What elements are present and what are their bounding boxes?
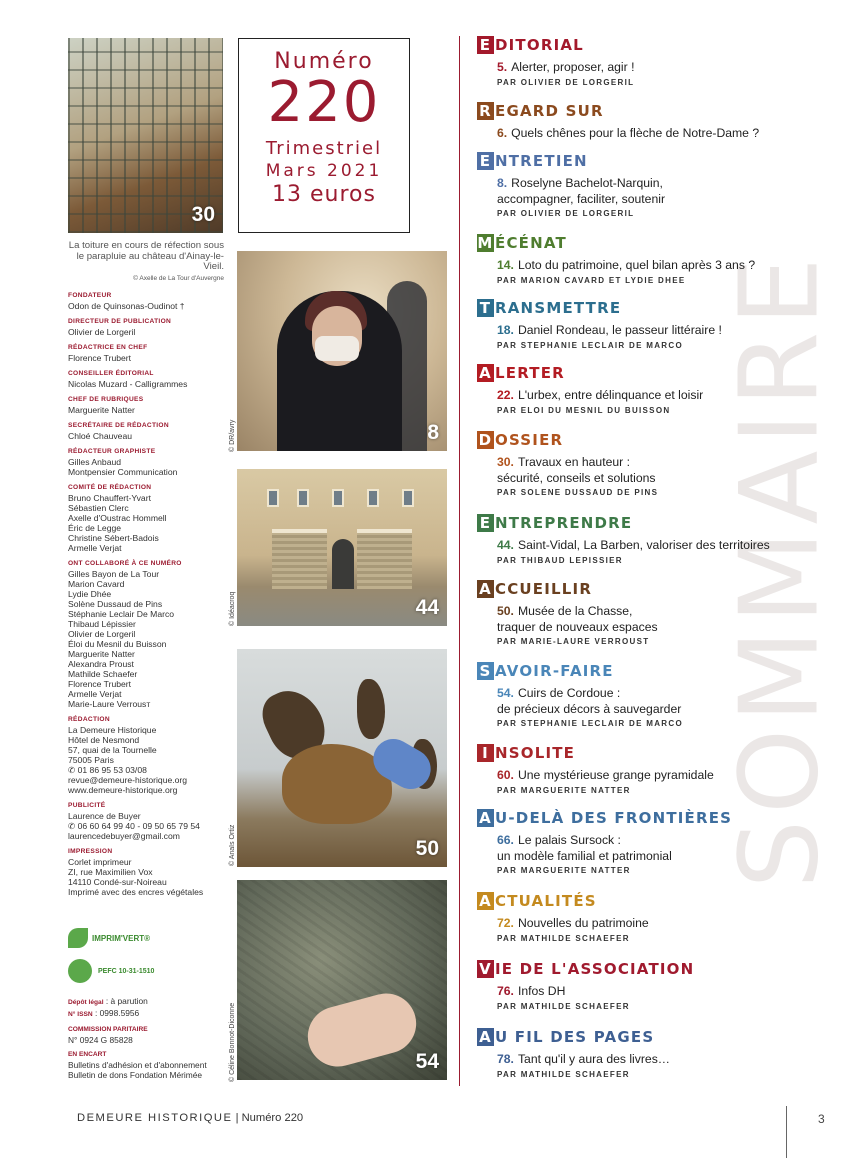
masthead-name: Bruno Chauffert-Yvart	[68, 493, 151, 503]
photo-page-number: 50	[415, 837, 439, 860]
masthead-name: Hôtel de Nesmond	[68, 735, 140, 745]
entry-title: Musée de la Chasse,	[517, 604, 633, 618]
section-heading	[477, 960, 694, 978]
issue-box	[238, 38, 410, 233]
toc-section	[477, 102, 759, 142]
section-title: U FIL DES PAGES	[495, 1028, 655, 1046]
entry-author: PAR MATHILDE SCHAEFER	[497, 933, 630, 943]
entry-author: PAR SOLENE DUSSAUD DE PINS	[497, 488, 659, 497]
toc-section	[477, 809, 732, 875]
entry-title: Saint-Vidal, La Barben, valoriser des territoires	[517, 538, 770, 552]
toc-entry[interactable]	[477, 916, 649, 932]
section-initial: E	[477, 514, 494, 532]
entry-title: Quels chênes pour la flèche de Notre-Dame ?	[511, 126, 760, 140]
toc-section	[477, 580, 658, 646]
section-title: IE DE L'ASSOCIATION	[495, 960, 695, 978]
entry-page-number: 8.	[497, 176, 508, 190]
toc-section	[477, 744, 714, 795]
entry-title-line2: sécurité, conseils et solutions	[497, 470, 656, 485]
entry-page-number: 6.	[497, 126, 508, 140]
pefc-logo: PEFC 10-31-1510	[68, 957, 228, 985]
toc-section	[477, 892, 649, 943]
masthead-name: Imprimé avec des encres végétales	[68, 887, 204, 897]
toc-section	[477, 662, 683, 728]
section-title: NTRETIEN	[495, 152, 588, 170]
masthead-name: Florence Trubert	[68, 679, 132, 689]
masthead-name: Montpensier Communication	[68, 467, 178, 477]
depot-value: : à parution	[103, 996, 148, 1006]
footer-divider	[786, 1106, 787, 1158]
masthead-name: ✆ 06 60 64 99 40 - 09 50 65 79 54	[68, 821, 200, 831]
masthead-name: Odon de Quinsonas-Oudinot †	[68, 301, 185, 311]
section-heading	[477, 1028, 670, 1046]
encart-line: Bulletins d'adhésion et d'abonnement	[68, 1060, 207, 1070]
section-heading	[477, 744, 714, 762]
masthead-role: CONSEILLER ÉDITORIAL	[68, 370, 154, 377]
masthead-name: Florence Trubert	[68, 353, 132, 363]
toc-entry[interactable]	[477, 984, 694, 1000]
section-title: ÉCÉNAT	[495, 234, 567, 252]
issue-label: Numéro	[274, 49, 374, 74]
section-title: LERTER	[495, 364, 565, 382]
masthead-name: Stéphanie Leclair De Marco	[68, 609, 175, 619]
entry-page-number: 5.	[497, 60, 508, 74]
sommaire-title: SOMMAIRE	[717, 251, 843, 889]
section-heading	[477, 36, 634, 54]
toc-entry[interactable]	[477, 538, 770, 554]
section-initial: R	[477, 102, 494, 120]
issue-number: 220	[267, 70, 381, 135]
entry-author: PAR MATHILDE SCHAEFER	[497, 1069, 630, 1079]
entry-title: Travaux en hauteur :	[517, 455, 630, 469]
entry-author: PAR OLIVIER DE LORGERIL	[497, 77, 635, 87]
section-title: EGARD SUR	[495, 102, 604, 120]
entry-title: Le palais Sursock :	[517, 833, 621, 847]
masthead-name: laurencedebuyer@gmail.com	[68, 831, 180, 841]
entry-title: Alerter, proposer, agir !	[511, 60, 635, 74]
photo-page-number: 54	[415, 1050, 439, 1073]
toc-section	[477, 514, 770, 565]
toc-entry[interactable]	[477, 604, 658, 635]
masthead-name: Axelle d'Oustrac Hommell	[68, 513, 167, 523]
masthead-name: 57, quai de la Tournelle	[68, 745, 157, 755]
section-title: NTREPRENDRE	[495, 514, 633, 532]
masthead-name: 14110 Condé-sur-Noireau	[68, 877, 167, 887]
section-title: RANSMETTRE	[495, 299, 622, 317]
toc-section	[477, 234, 755, 285]
photo-credit: © DR/avry	[229, 419, 236, 452]
entry-page-number: 54.	[497, 686, 514, 700]
section-heading	[477, 431, 658, 449]
entry-title-line2: un modèle familial et patrimonial	[497, 848, 672, 863]
section-heading	[477, 234, 755, 252]
tree-icon	[68, 959, 92, 983]
masthead-name: revue@demeure-historique.org	[68, 775, 188, 785]
masthead-name: Nicolas Muzard - Calligrammes	[68, 379, 188, 389]
photo-roof-works	[68, 38, 223, 233]
leaf-icon	[68, 928, 88, 948]
masthead-name: Christine Sébert-Badois	[68, 533, 159, 543]
entry-author: PAR MATHILDE SCHAEFER	[497, 1001, 630, 1011]
caption-text: La toiture en cours de réfection sous le parapluie au château d'Ainay-le-Vieil.	[68, 240, 224, 273]
entry-title: Nouvelles du patrimoine	[517, 916, 649, 930]
encart-label: EN ENCART	[68, 1051, 107, 1058]
masthead-name: Corlet imprimeur	[68, 857, 132, 867]
section-title: AVOIR-FAIRE	[495, 662, 614, 680]
toc-entry[interactable]	[477, 323, 722, 339]
entry-author: PAR MARGUERITE NATTER	[497, 785, 631, 795]
photo-credit: © Anaïs Ortiz	[229, 824, 236, 866]
entry-title: L'urbex, entre délinquance et loisir	[517, 388, 704, 402]
entry-title: Daniel Rondeau, le passeur littéraire !	[517, 323, 722, 337]
entry-author: PAR MARIE-LAURE VERROUST	[497, 637, 650, 646]
masthead-name: Thibaud Lépissier	[68, 619, 136, 629]
section-heading	[477, 152, 665, 170]
masthead-role: FONDATEUR	[68, 292, 112, 299]
section-title: DITORIAL	[495, 36, 584, 54]
section-title: U-DELÀ DES FRONTIÈRES	[495, 809, 733, 827]
toc-entry[interactable]	[477, 1052, 670, 1068]
entry-author: PAR ELOI DU MESNIL DU BUISSON	[497, 405, 671, 415]
section-initial: V	[477, 960, 494, 978]
caption-credit: © Axelle de La Tour d'Auvergne	[133, 274, 224, 282]
issue-date: Mars 2021	[265, 161, 383, 181]
masthead-name: Alexandra Proust	[68, 659, 134, 669]
entry-page-number: 18.	[497, 323, 514, 337]
section-initial: E	[477, 36, 494, 54]
issue-price: 13 euros	[272, 182, 376, 207]
toc-section	[477, 152, 665, 218]
section-title: OSSIER	[495, 431, 564, 449]
toc-entry[interactable]	[477, 455, 658, 486]
masthead-name: Sébastien Clerc	[68, 503, 129, 513]
entry-page-number: 50.	[497, 604, 514, 618]
photo-page-number: 8	[427, 421, 439, 444]
entry-title-line2: de précieux décors à sauvegarder	[497, 701, 682, 716]
entry-page-number: 76.	[497, 984, 514, 998]
masthead-name: www.demeure-historique.org	[68, 785, 178, 795]
masthead-role: DIRECTEUR DE PUBLICATION	[68, 318, 172, 325]
toc-entry[interactable]	[477, 388, 703, 404]
toc-entry[interactable]	[477, 176, 665, 207]
masthead-name: Marguerite Natter	[68, 649, 135, 659]
photo-page-number: 30	[191, 203, 215, 226]
page-number: 3	[818, 1112, 825, 1126]
masthead-name: ✆ 01 86 95 53 03/08	[68, 765, 147, 775]
masthead-name: Marguerite Natter	[68, 405, 135, 415]
section-initial: A	[477, 809, 494, 827]
column-divider	[459, 36, 460, 1086]
masthead-name: 75005 Paris	[68, 755, 114, 765]
issn-value: : 0998.5956	[92, 1008, 140, 1018]
entry-author: PAR MARGUERITE NATTER	[497, 866, 631, 875]
masthead-role: PUBLICITÉ	[68, 802, 106, 809]
toc-section	[477, 299, 722, 350]
photo-credit: © Céline Bonnot-Diconne	[229, 1002, 236, 1082]
photo-leather-restoration	[237, 880, 447, 1080]
masthead-name: Chloé Chauveau	[68, 431, 133, 441]
toc-section	[477, 960, 694, 1011]
entry-page-number: 44.	[497, 538, 514, 552]
masthead-name: Lydie Dhée	[68, 589, 112, 599]
commission-value: N° 0924 G 85828	[68, 1035, 133, 1045]
masthead-name: Laurence de Buyer	[68, 811, 141, 821]
issn-label: N° ISSN	[68, 1011, 93, 1018]
section-initial: M	[477, 234, 494, 252]
section-title: CCUEILLIR	[495, 580, 593, 598]
section-initial: D	[478, 431, 493, 449]
section-initial: S	[477, 662, 494, 680]
photo-minister	[237, 251, 447, 451]
entry-page-number: 30.	[497, 455, 514, 469]
entry-title: Roselyne Bachelot-Narquin,	[511, 176, 663, 190]
photo-taxidermy	[237, 649, 447, 867]
section-title: NSOLITE	[495, 744, 576, 762]
section-heading	[477, 102, 759, 120]
section-heading	[477, 809, 732, 827]
section-initial: E	[477, 152, 494, 170]
masthead-name: Olivier de Lorgeril	[68, 327, 136, 337]
masthead-name: Solène Dussaud de Pins	[68, 599, 163, 609]
entry-page-number: 14.	[497, 258, 514, 272]
toc-entry[interactable]	[477, 768, 714, 784]
entry-page-number: 72.	[497, 916, 514, 930]
photo-chateau-stairs	[237, 469, 447, 626]
masthead-name: Éloi du Mesnil du Buisson	[68, 639, 167, 649]
masthead-name: ZI, rue Maximilien Vox	[68, 867, 153, 877]
section-heading	[477, 892, 649, 910]
masthead-role: SECRÉTAIRE DE RÉDACTION	[68, 422, 169, 429]
section-heading	[477, 364, 703, 382]
imprim-vert-logo: IMPRIM'VERT®	[68, 925, 228, 951]
toc-section	[477, 36, 634, 87]
masthead-name: Armelle Verjat	[68, 543, 122, 553]
entry-author: PAR MARION CAVARD ET LYDIE DHEE	[497, 275, 686, 285]
masthead-role: RÉDACTRICE EN CHEF	[68, 344, 148, 351]
toc-section	[477, 364, 703, 415]
masthead-role: RÉDACTEUR GRAPHISTE	[68, 448, 156, 455]
issue-frequency: Trimestriel	[265, 138, 383, 159]
section-heading	[477, 299, 722, 317]
entry-title: Loto du patrimoine, quel bilan après 3 ans ?	[517, 258, 756, 272]
entry-page-number: 66.	[497, 833, 514, 847]
toc-entry[interactable]	[477, 60, 634, 76]
masthead	[68, 291, 228, 897]
entry-title-line2: accompagner, faciliter, soutenir	[497, 191, 666, 206]
entry-title: Infos DH	[517, 984, 566, 998]
entry-author: PAR OLIVIER DE LORGERIL	[497, 209, 635, 218]
photo-credit: © Idéacroq	[229, 591, 236, 626]
entry-page-number: 22.	[497, 388, 514, 402]
masthead-name: Gilles Anbaud	[68, 457, 122, 467]
entry-author: PAR STEPHANIE LECLAIR DE MARCO	[497, 719, 683, 728]
entry-author: PAR STEPHANIE LECLAIR DE MARCO	[497, 340, 683, 350]
masthead-role: COMITÉ DE RÉDACTION	[68, 484, 152, 491]
photo-caption	[62, 241, 224, 284]
section-initial: I	[477, 744, 494, 762]
masthead-name: Armelle Verjat	[68, 689, 122, 699]
depot-label: Dépôt légal	[68, 999, 104, 1006]
footer-magazine	[77, 1112, 303, 1124]
section-initial: T	[477, 299, 494, 317]
masthead-name: Mathilde Schaefer	[68, 669, 138, 679]
section-initial: A	[477, 580, 494, 598]
section-heading	[477, 662, 683, 680]
section-title: CTUALITÉS	[495, 892, 597, 910]
logos	[68, 925, 228, 985]
toc-entry[interactable]	[477, 258, 755, 274]
masthead-name: Marie-Laure Verrousт	[68, 699, 151, 709]
entry-author: PAR THIBAUD LEPISSIER	[497, 555, 623, 565]
section-initial: A	[477, 1028, 494, 1046]
toc-section	[477, 1028, 670, 1079]
toc-entry[interactable]	[477, 686, 683, 717]
masthead-name: Marion Cavard	[68, 579, 125, 589]
encart-line: Bulletin de dons Fondation Mérimée	[68, 1070, 203, 1080]
masthead-role: IMPRESSION	[68, 848, 113, 855]
entry-title: Tant qu'il y aura des livres…	[517, 1052, 670, 1066]
masthead-name: La Demeure Historique	[68, 725, 157, 735]
toc-section	[477, 431, 658, 497]
photo-page-number: 44	[415, 596, 439, 619]
section-initial: A	[477, 892, 494, 910]
masthead-role: ONT COLLABORÉ À CE NUMÉRO	[68, 560, 182, 567]
toc-entry[interactable]	[477, 833, 732, 864]
entry-title-line2: traquer de nouveaux espaces	[497, 619, 658, 634]
entry-title: Cuirs de Cordoue :	[517, 686, 621, 700]
masthead-name: Olivier de Lorgeril	[68, 629, 136, 639]
entry-page-number: 78.	[497, 1052, 514, 1066]
section-heading	[477, 514, 770, 532]
section-heading	[477, 580, 658, 598]
masthead-name: Gilles Bayon de La Tour	[68, 569, 160, 579]
entry-title: Une mystérieuse grange pyramidale	[517, 768, 714, 782]
magazine-name: DEMEURE HISTORIQUE	[77, 1112, 233, 1124]
legal-info	[68, 996, 233, 1080]
entry-page-number: 60.	[497, 768, 514, 782]
footer-issue: | Numéro 220	[232, 1112, 304, 1124]
masthead-role: RÉDACTION	[68, 716, 110, 723]
masthead-role: CHEF DE RUBRIQUES	[68, 396, 144, 403]
commission-label: COMMISSION PARITAIRE	[68, 1026, 148, 1033]
masthead-name: Éric de Legge	[68, 523, 122, 533]
section-initial: A	[477, 364, 494, 382]
toc-entry[interactable]	[477, 126, 759, 142]
